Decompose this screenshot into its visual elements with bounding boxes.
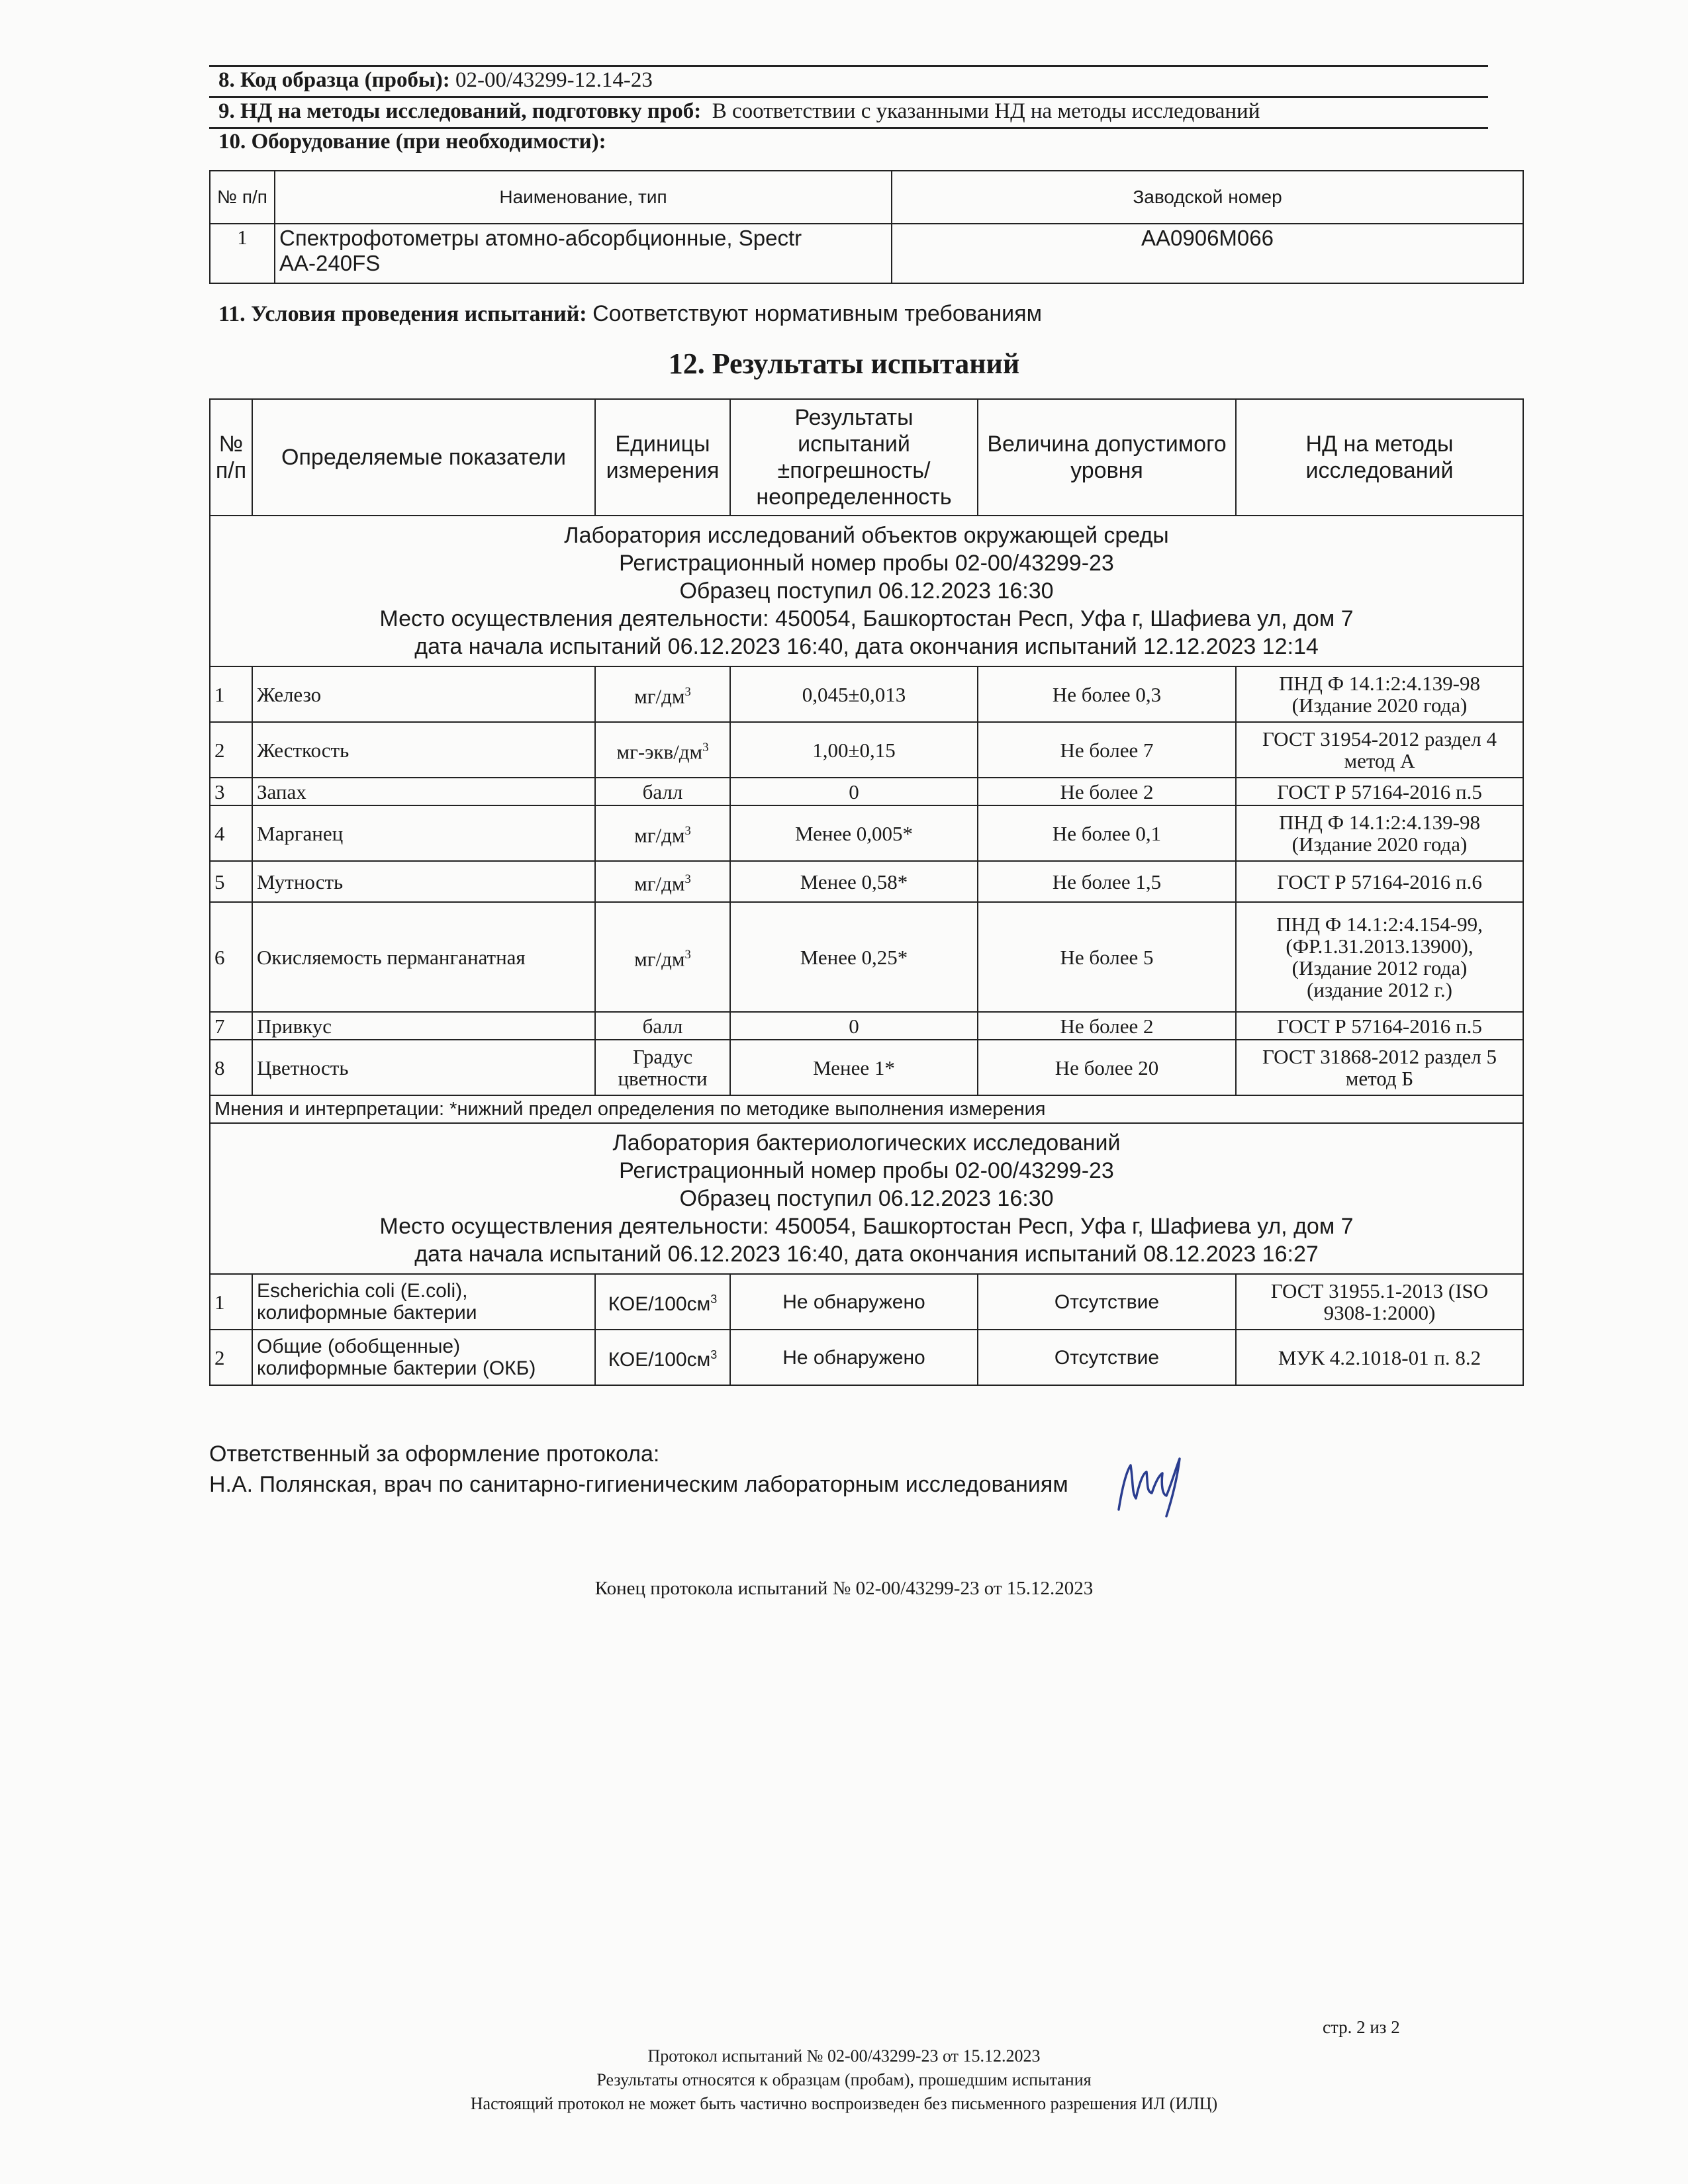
end-of-protocol-note: Конец протокола испытаний № 02-00/43299-23 от 15.12.2023	[594, 1578, 1094, 1599]
cell-unit: балл	[595, 778, 730, 805]
cell-num: 2	[210, 722, 252, 778]
table-header-row	[210, 171, 1523, 224]
cell-result: Менее 0,58*	[730, 861, 978, 902]
footer-protocol: Протокол испытаний № 02-00/43299-23 от 15.12.2023	[647, 2046, 1041, 2066]
cell-method: ПНД Ф 14.1:2:4.139-98 (Издание 2020 года)	[1236, 666, 1523, 722]
rule	[209, 96, 1488, 98]
field-methods: 9. НД на методы исследований, подготовку проб: В соответствии с указанными НД на методы исследований	[218, 99, 1260, 123]
interpretation-note: Мнения и интерпретации: *нижний предел определения по методике выполнения измерения	[210, 1095, 1523, 1123]
cell-result: Менее 0,25*	[730, 902, 978, 1012]
header-limit: Величина допустимого уровня	[978, 399, 1236, 516]
cell-num: 4	[210, 805, 252, 861]
cell-method: ГОСТ 31954-2012 раздел 4 метод А	[1236, 722, 1523, 778]
cell-limit: Не более 7	[978, 722, 1236, 778]
handwritten-signature	[1105, 1447, 1192, 1520]
header-indicator: Определяемые показатели	[252, 399, 595, 516]
table-row	[210, 861, 1523, 902]
cell-method: ГОСТ 31868-2012 раздел 5 метод Б	[1236, 1040, 1523, 1095]
cell-num: 7	[210, 1012, 252, 1040]
header-num: № п/п	[210, 399, 252, 516]
cell-limit: Не более 0,1	[978, 805, 1236, 861]
note-row	[210, 1095, 1523, 1123]
cell-method: ГОСТ Р 57164-2016 п.5	[1236, 1012, 1523, 1040]
cell-method: МУК 4.2.1018-01 п. 8.2	[1236, 1330, 1523, 1385]
cell-serial: AA0906M066	[892, 224, 1523, 283]
cell-num: 1	[210, 1274, 252, 1330]
cell-method: ПНД Ф 14.1:2:4.154-99, (ФР.1.31.2013.13900), (Издание 2012 года) (издание 2012 г.)	[1236, 902, 1523, 1012]
table-header-row	[210, 399, 1523, 516]
cell-limit: Не более 2	[978, 1012, 1236, 1040]
section-bacteriology-lab: Лаборатория бактериологических исследований Регистрационный номер пробы 02-00/43299-23 Образец поступил 06.12.2023 16:30 Место осуществления деятельности: 450054, Башкортостан Респ, Уфа г, Шафиева ул, дом 7 дата начала испытаний 06.12.2023 16:40, дата окончания испытаний 08.12.2023 16:27	[210, 1123, 1523, 1274]
table-row	[210, 224, 1523, 283]
footer-reproduction-note: Настоящий протокол не может быть частично воспроизведен без письменного разрешения ИЛ (ИЛЦ)	[470, 2094, 1218, 2113]
cell-method: ГОСТ 31955.1-2013 (ISO 9308-1:2000)	[1236, 1274, 1523, 1330]
cell-result: Менее 1*	[730, 1040, 978, 1095]
table-row	[210, 902, 1523, 1012]
cell-num: 3	[210, 778, 252, 805]
cell-equipment-name: Спектрофотометры атомно-абсорбционные, Spectr AA-240FS	[275, 224, 892, 283]
cell-limit: Не более 2	[978, 778, 1236, 805]
header-method: НД на методы исследований	[1236, 399, 1523, 516]
cell-unit: $мг-экв/дм^3$	[595, 722, 730, 778]
page-number: стр. 2 из 2	[1323, 2017, 1400, 2037]
footer-results-note: Результаты относятся к образцам (пробам), прошедшим испытания	[596, 2070, 1092, 2089]
section-header-row	[210, 1123, 1523, 1274]
cell-indicator: Марганец	[252, 805, 595, 861]
cell-method: ГОСТ Р 57164-2016 п.5	[1236, 778, 1523, 805]
cell-indicator: Жесткость	[252, 722, 595, 778]
cell-num: 5	[210, 861, 252, 902]
cell-limit: Не более 0,3	[978, 666, 1236, 722]
cell-indicator: Общие (обобщенные) колиформные бактерии (ОКБ)	[252, 1330, 595, 1385]
cell-unit: $мг/дм^3$	[595, 666, 730, 722]
rule	[209, 127, 1488, 129]
cell-limit: Не более 5	[978, 902, 1236, 1012]
section-header-row	[210, 516, 1523, 666]
header-serial: Заводской номер	[892, 171, 1523, 224]
cell-unit: КОЕ/$100см^3$	[595, 1274, 730, 1330]
cell-limit: Отсутствие	[978, 1330, 1236, 1385]
cell-result: 0	[730, 1012, 978, 1040]
cell-limit: Отсутствие	[978, 1274, 1236, 1330]
cell-num: 6	[210, 902, 252, 1012]
cell-indicator: Привкус	[252, 1012, 595, 1040]
cell-num: 1	[210, 224, 275, 283]
header-result: Результаты испытаний ±погрешность/ неопределенность	[730, 399, 978, 516]
header-unit: Единицы измерения	[595, 399, 730, 516]
cell-indicator: Железо	[252, 666, 595, 722]
cell-num: 1	[210, 666, 252, 722]
cell-unit: $мг/дм^3$	[595, 902, 730, 1012]
cell-method: ПНД Ф 14.1:2:4.139-98 (Издание 2020 года)	[1236, 805, 1523, 861]
field-equipment: 10. Оборудование (при необходимости):	[218, 130, 606, 154]
header-name: Наименование, тип	[275, 171, 892, 224]
cell-method: ГОСТ Р 57164-2016 п.6	[1236, 861, 1523, 902]
header-num: № п/п	[210, 171, 275, 224]
table-row	[210, 1274, 1523, 1330]
table-row	[210, 722, 1523, 778]
cell-result: Не обнаружено	[730, 1274, 978, 1330]
equipment-table	[209, 170, 1524, 284]
cell-indicator: Окисляемость перманганатная	[252, 902, 595, 1012]
table-row	[210, 778, 1523, 805]
cell-unit: КОЕ/$100см^3$	[595, 1330, 730, 1385]
table-row	[210, 1330, 1523, 1385]
table-row	[210, 1040, 1523, 1095]
section-env-lab: Лаборатория исследований объектов окружающей среды Регистрационный номер пробы 02-00/43299-23 Образец поступил 06.12.2023 16:30 Место осуществления деятельности: 450054, Башкортостан Респ, Уфа г, Шафиева ул, дом 7 дата начала испытаний 06.12.2023 16:40, дата окончания испытаний 12.12.2023 12:14	[210, 516, 1523, 666]
cell-num: 2	[210, 1330, 252, 1385]
cell-num: 8	[210, 1040, 252, 1095]
signature-label: Ответственный за оформление протокола:	[209, 1441, 660, 1467]
cell-result: Менее 0,005*	[730, 805, 978, 861]
cell-result: 0	[730, 778, 978, 805]
cell-unit: $мг/дм^3$	[595, 861, 730, 902]
table-row	[210, 666, 1523, 722]
signature-person: Н.А. Полянская, врач по санитарно-гигиеническим лабораторным исследованиям	[209, 1472, 1068, 1497]
cell-indicator: Escherichia coli (E.coli), колиформные бактерии	[252, 1274, 595, 1330]
cell-unit: Градус цветности	[595, 1040, 730, 1095]
cell-unit: балл	[595, 1012, 730, 1040]
cell-limit: Не более 1,5	[978, 861, 1236, 902]
cell-indicator: Запах	[252, 778, 595, 805]
results-title: 12. Результаты испытаний	[668, 347, 1020, 380]
cell-result: 0,045±0,013	[730, 666, 978, 722]
cell-indicator: Цветность	[252, 1040, 595, 1095]
cell-result: Не обнаружено	[730, 1330, 978, 1385]
cell-result: 1,00±0,15	[730, 722, 978, 778]
table-row	[210, 805, 1523, 861]
field-conditions: 11. Условия проведения испытаний: Соответствуют нормативным требованиям	[218, 301, 1042, 326]
cell-unit: $мг/дм^3$	[595, 805, 730, 861]
rule	[209, 65, 1488, 67]
table-row	[210, 1012, 1523, 1040]
results-table	[209, 398, 1524, 1386]
cell-limit: Не более 20	[978, 1040, 1236, 1095]
cell-indicator: Мутность	[252, 861, 595, 902]
field-sample-code: 8. Код образца (пробы): 02-00/43299-12.14-23	[218, 68, 653, 92]
